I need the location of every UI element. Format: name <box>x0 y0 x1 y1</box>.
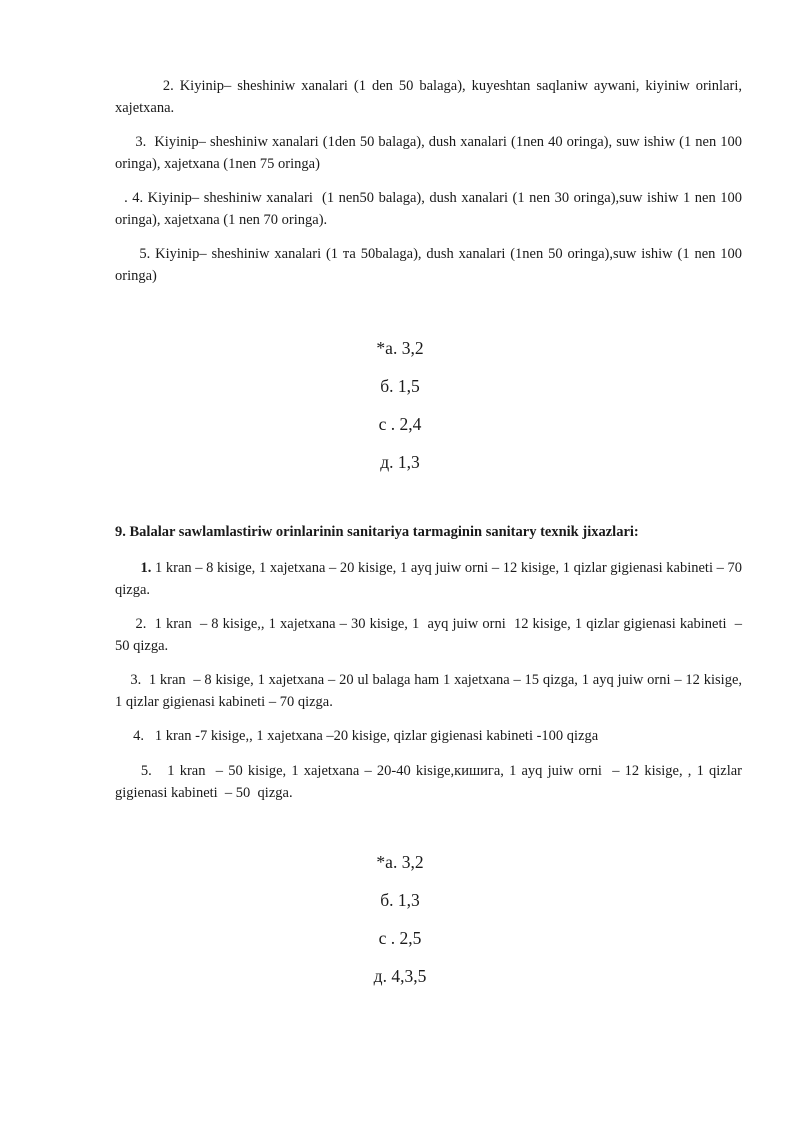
q9-answer-d: д. 4,3,5 <box>373 966 427 986</box>
q8-option-4: . 4. Kiyinip– sheshiniw xanalari (1 nen50 balaga), dush xanalari (1 nen 30 oringa),suw ishiw 1 nen 100 oringa), xajetxana (1 nen 70 oringa). <box>115 190 746 228</box>
q8-option-2: 2. Kiyinip– sheshiniw xanalari (1 den 50 balaga), kuyeshtan saqlaniw aywani, kiyiniw orinlari, xajetxana. <box>115 78 746 116</box>
q9-option-1-text: 1 kran – 8 kisige, 1 xajetxana – 20 kisige, 1 ayq juiw orni – 12 kisige, 1 qizlar gigienasi kabineti – 70 qizga. <box>115 560 750 598</box>
q9-answer-a: *а. 3,2 <box>376 852 424 872</box>
q8-answer-a: *а. 3,2 <box>376 338 424 358</box>
q9-option-1 <box>115 557 750 601</box>
q9-answer-b: б. 1,3 <box>380 890 420 910</box>
q9-option-5: 5. 1 kran – 50 kisige, 1 xajetxana – 20-40 kisige,кишига, 1 ayq juiw orni – 12 kisige, , 1 qizlar gigienasi kabineti – 50 qizga. <box>115 763 746 801</box>
q9-option-2: 2. 1 kran – 8 kisige,, 1 xajetxana – 30 kisige, 1 ayq juiw orni 12 kisige, 1 qizlar gigienasi kabineti – 50 qizga. <box>115 616 746 654</box>
q9-heading: 9. Balalar sawlamlastiriw orinlarinin sanitariya tarmaginin sanitary texnik jixazlari: <box>115 524 639 540</box>
q9-answer-c: с . 2,5 <box>378 928 422 948</box>
q8-answer-c: с . 2,4 <box>378 414 422 434</box>
q8-option-3: 3. Kiyinip– sheshiniw xanalari (1den 50 balaga), dush xanalari (1nen 40 oringa), suw ishiw (1 nen 100 oringa), xajetxana (1nen 75 oringa) <box>115 134 746 172</box>
q8-option-5: 5. Kiyinip– sheshiniw xanalari (1 та 50balaga), dush xanalari (1nen 50 oringa),suw ishiw (1 nen 100 oringa) <box>115 246 746 284</box>
q9-option-4: 4. 1 kran -7 kisige,, 1 xajetxana –20 kisige, qizlar gigienasi kabineti -100 qizga <box>115 728 599 744</box>
q9-option-1-number: 1. <box>140 560 152 576</box>
q8-answer-d: д. 1,3 <box>380 452 420 472</box>
q8-answer-b: б. 1,5 <box>380 376 420 396</box>
q9-option-3: 3. 1 kran – 8 kisige, 1 xajetxana – 20 ul balaga ham 1 xajetxana – 15 qizga, 1 ayq juiw orni – 12 kisige, 1 qizlar gigienasi kabineti – 70 qizga. <box>115 672 746 710</box>
